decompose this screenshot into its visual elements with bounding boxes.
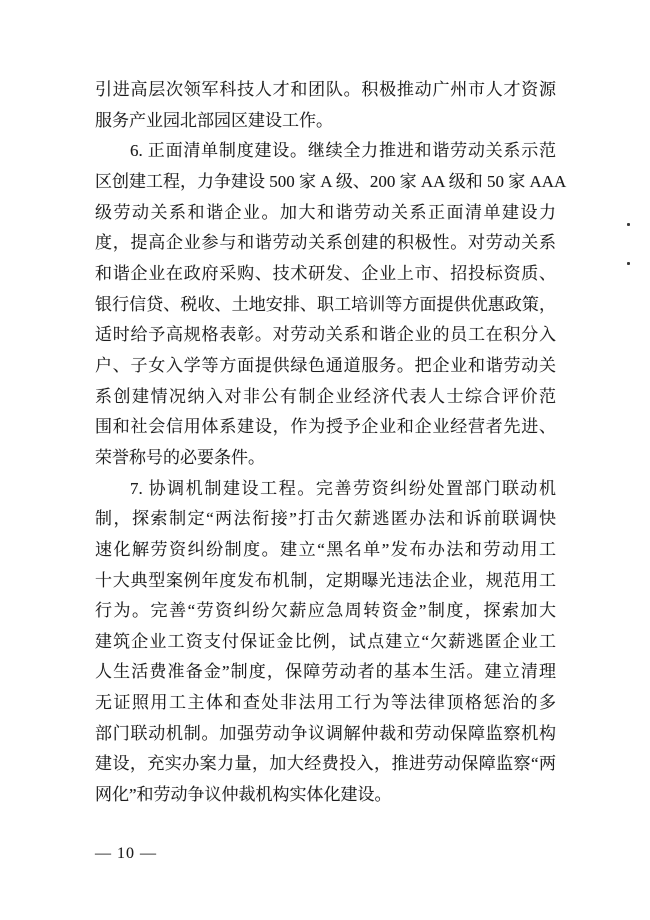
page-number: — 10 — [95,845,157,862]
body-text-line: 服务产业园北部园区建设工作。 [95,110,333,130]
body-text-line: 和谐企业在政府采购、技术研发、企业上市、招投标资质、 [95,263,556,283]
scan-speck [627,223,630,226]
scan-speck [627,262,630,265]
body-text-line-item-7-start: 7. 协调机制建设工程。完善劳资纠纷处置部门联动机 [130,478,556,498]
body-text-line: 银行信贷、税收、土地安排、职工培训等方面提供优惠政策， [95,294,556,314]
body-text-line: 人生活费准备金”制度，保障劳动者的基本生活。建立清理 [95,662,556,682]
body-text-line: 适时给予高规格表彰。对劳动关系和谐企业的员工在积分入 [95,325,556,345]
body-text-line: 部门联动机制。加强劳动争议调解仲裁和劳动保障监察机构 [95,723,556,743]
body-text-line: 区创建工程，力争建设 500 家 A 级、200 家 AA 级和 50 家 AAA [95,171,567,191]
body-text-line: 引进高层次领军科技人才和团队。积极推动广州市人才资源 [95,80,556,99]
body-text-line: 度，提高企业参与和谐劳动关系创建的积极性。对劳动关系 [95,233,556,253]
body-text-line: 制，探索制定“两法衔接”打击欠薪逃匿办法和诉前联调快 [95,509,556,529]
body-text-line: 荣誉称号的必要条件。 [95,447,265,467]
body-text-line: 行为。完善“劳资纠纷欠薪应急周转资金”制度，探索加大 [95,601,556,621]
body-text-line: 速化解劳资纠纷制度。建立“黑名单”发布办法和劳动用工 [95,539,556,559]
body-text-line: 级劳动关系和谐企业。加大和谐劳动关系正面清单建设力 [95,202,556,222]
body-text-line: 十大典型案例年度发布机制，定期曝光违法企业，规范用工 [95,570,556,590]
body-text-line: 无证照用工主体和查处非法用工行为等法律顶格惩治的多 [95,693,556,713]
document-body [95,75,567,811]
body-text-line: 围和社会信用体系建设，作为授予企业和企业经营者先进、 [95,417,556,437]
body-text-line: 建设，充实办案力量，加大经费投入，推进劳动保障监察“两 [95,754,556,774]
body-text-line: 建筑企业工资支付保证金比例，试点建立“欠薪逃匿企业工 [95,631,556,651]
body-text-line: 网化”和劳动争议仲裁机构实体化建设。 [95,785,392,805]
body-text-line-item-6-start: 6. 正面清单制度建设。继续全力推进和谐劳动关系示范 [130,141,556,161]
body-text-line: 系创建情况纳入对非公有制企业经济代表人士综合评价范 [95,386,556,406]
body-text-line: 户、子女入学等方面提供绿色通道服务。把企业和谐劳动关 [95,355,556,375]
